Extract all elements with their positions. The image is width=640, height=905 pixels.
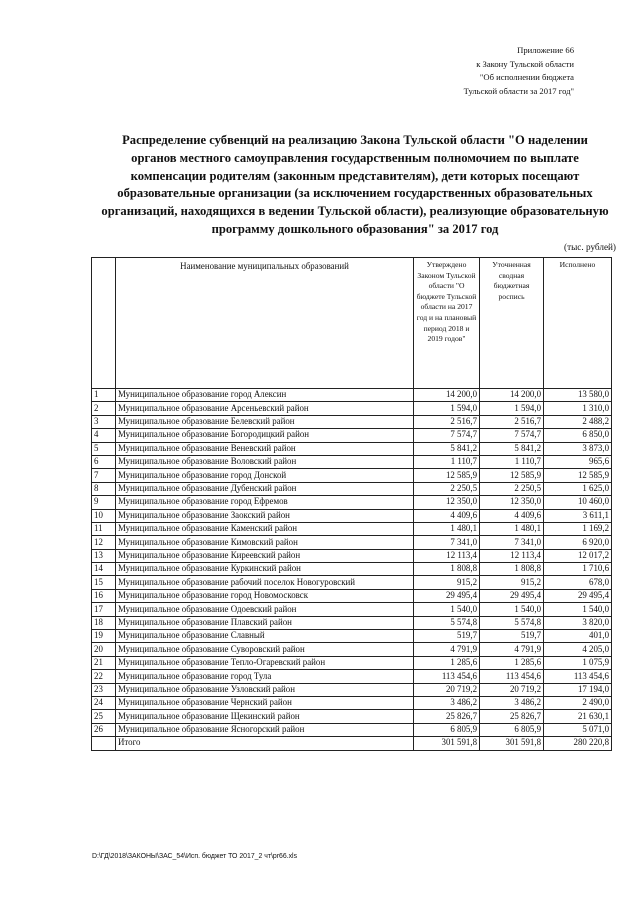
row-approved: 20 719,2 [414,683,480,696]
row-name: Муниципальное образование Белевский район [116,415,414,428]
row-refined: 1 285,6 [480,656,544,669]
row-name: Муниципальное образование Веневский район [116,442,414,455]
row-number: 19 [92,630,116,643]
document-title: Распределение субвенций на реализацию Закона Тульской области "О наделении органов местного самоуправления государственным полномочием по выплате компенсации родителям (законным представителям), дети которых посещают образовательные организации (за исключением государственных образовательных организаций, находящихся в ведении Тульской области), реализующие образовательную программу дошкольного образования" за 2017 год [101,133,609,236]
row-name: Муниципальное образование Кимовский район [116,536,414,549]
row-approved: 7 574,7 [414,429,480,442]
table-row [92,442,612,455]
row-name: Муниципальное образование Чернский район [116,696,414,709]
row-refined: 915,2 [480,576,544,589]
row-executed: 10 460,0 [544,496,612,509]
row-name: Муниципальное образование Киреевский район [116,549,414,562]
units-label: (тыс. рублей) [564,242,616,252]
table-row [92,630,612,643]
total-number [92,737,116,750]
header-executed: Исполнено [544,258,612,389]
table-row [92,576,612,589]
total-refined: 301 591,8 [480,737,544,750]
row-refined: 4 791,9 [480,643,544,656]
row-number: 6 [92,455,116,468]
row-name: Муниципальное образование город Ефремов [116,496,414,509]
appendix-line: Приложение 66 [517,45,574,55]
table-row [92,415,612,428]
row-name: Муниципальное образование Щекинский район [116,710,414,723]
total-row [92,737,612,750]
table-header-row [92,258,612,389]
row-refined: 1 594,0 [480,402,544,415]
row-approved: 2 250,5 [414,482,480,495]
row-refined: 1 480,1 [480,522,544,535]
row-refined: 7 341,0 [480,536,544,549]
row-refined: 3 486,2 [480,696,544,709]
row-number: 11 [92,522,116,535]
row-refined: 25 826,7 [480,710,544,723]
table-row [92,469,612,482]
row-number: 23 [92,683,116,696]
row-number: 3 [92,415,116,428]
row-name: Муниципальное образование Тепло-Огаревский район [116,656,414,669]
row-number: 2 [92,402,116,415]
row-name: Муниципальное образование рабочий поселок Новогуровский [116,576,414,589]
table-row [92,482,612,495]
row-name: Муниципальное образование город Новомосковск [116,589,414,602]
row-name: Муниципальное образование Одоевский район [116,603,414,616]
row-approved: 2 516,7 [414,415,480,428]
row-approved: 519,7 [414,630,480,643]
row-refined: 12 585,9 [480,469,544,482]
row-refined: 113 454,6 [480,670,544,683]
row-name: Муниципальное образование Заокский район [116,509,414,522]
file-path-footer: D:\ГД\2018\ЗАКОНЫ\ЗАС_54\Исп. бюджет ТО 2017_2 чт\pr66.xls [92,853,298,860]
table-row [92,522,612,535]
row-refined: 1 540,0 [480,603,544,616]
table-row [92,429,612,442]
row-executed: 5 071,0 [544,723,612,736]
row-number: 16 [92,589,116,602]
row-number: 13 [92,549,116,562]
row-executed: 21 630,1 [544,710,612,723]
row-executed: 12 585,9 [544,469,612,482]
row-approved: 25 826,7 [414,710,480,723]
table-row [92,549,612,562]
row-approved: 1 480,1 [414,522,480,535]
row-name: Муниципальное образование Узловский район [116,683,414,696]
row-number: 24 [92,696,116,709]
row-executed: 3 873,0 [544,442,612,455]
header-approved: Утверждено Законом Тульской области "О бюджете Тульской области на 2017 год и на плановый период 2018 и 2019 годов" [414,258,480,389]
row-refined: 7 574,7 [480,429,544,442]
row-number: 15 [92,576,116,589]
row-number: 20 [92,643,116,656]
row-approved: 12 585,9 [414,469,480,482]
row-refined: 4 409,6 [480,509,544,522]
row-refined: 519,7 [480,630,544,643]
total-label: Итого [116,737,414,750]
row-number: 12 [92,536,116,549]
table-row [92,656,612,669]
row-approved: 3 486,2 [414,696,480,709]
row-executed: 2 490,0 [544,696,612,709]
table-row [92,509,612,522]
row-executed: 1 075,9 [544,656,612,669]
row-executed: 401,0 [544,630,612,643]
total-executed: 280 220,8 [544,737,612,750]
row-name: Муниципальное образование город Тула [116,670,414,683]
row-refined: 1 110,7 [480,455,544,468]
row-refined: 5 574,8 [480,616,544,629]
row-approved: 14 200,0 [414,389,480,402]
row-name: Муниципальное образование Куркинский район [116,563,414,576]
row-number: 9 [92,496,116,509]
row-number: 17 [92,603,116,616]
row-name: Муниципальное образование Арсеньевский район [116,402,414,415]
row-name: Муниципальное образование Каменский район [116,522,414,535]
row-executed: 1 310,0 [544,402,612,415]
row-number: 22 [92,670,116,683]
row-approved: 7 341,0 [414,536,480,549]
table-row [92,643,612,656]
row-name: Муниципальное образование Плавский район [116,616,414,629]
table-row [92,389,612,402]
row-approved: 12 113,4 [414,549,480,562]
row-refined: 1 808,8 [480,563,544,576]
row-executed: 3 611,1 [544,509,612,522]
table-row [92,710,612,723]
row-approved: 1 594,0 [414,402,480,415]
header-number [92,258,116,389]
row-approved: 6 805,9 [414,723,480,736]
row-executed: 965,6 [544,455,612,468]
row-refined: 5 841,2 [480,442,544,455]
row-number: 21 [92,656,116,669]
row-approved: 1 285,6 [414,656,480,669]
row-number: 8 [92,482,116,495]
header-refined: Уточненная сводная бюджетная роспись [480,258,544,389]
table-row [92,616,612,629]
row-refined: 14 200,0 [480,389,544,402]
header-name: Наименование муниципальных образований [116,258,414,389]
row-name: Муниципальное образование Воловский район [116,455,414,468]
row-refined: 2 516,7 [480,415,544,428]
row-approved: 1 540,0 [414,603,480,616]
table-row [92,683,612,696]
row-refined: 2 250,5 [480,482,544,495]
appendix-note [354,44,574,98]
row-approved: 4 409,6 [414,509,480,522]
row-executed: 1 625,0 [544,482,612,495]
row-approved: 29 495,4 [414,589,480,602]
row-refined: 12 113,4 [480,549,544,562]
row-number: 18 [92,616,116,629]
row-name: Муниципальное образование Богородицкий район [116,429,414,442]
row-number: 7 [92,469,116,482]
row-approved: 12 350,0 [414,496,480,509]
table-row [92,723,612,736]
appendix-line: Тульской области за 2017 год" [463,85,574,96]
table-row [92,536,612,549]
row-executed: 1 710,6 [544,563,612,576]
appendix-line: к Закону Тульской области [476,58,574,69]
table-row [92,563,612,576]
subvention-table [91,257,612,751]
row-approved: 5 841,2 [414,442,480,455]
row-approved: 915,2 [414,576,480,589]
row-executed: 6 920,0 [544,536,612,549]
row-name: Муниципальное образование Ясногорский район [116,723,414,736]
row-name: Муниципальное образование Суворовский район [116,643,414,656]
row-approved: 5 574,8 [414,616,480,629]
table-row [92,670,612,683]
row-executed: 1 169,2 [544,522,612,535]
row-number: 4 [92,429,116,442]
row-refined: 29 495,4 [480,589,544,602]
row-number: 25 [92,710,116,723]
row-executed: 6 850,0 [544,429,612,442]
appendix-line: "Об исполнении бюджета [479,72,574,82]
table-row [92,603,612,616]
row-refined: 6 805,9 [480,723,544,736]
row-executed: 113 454,6 [544,670,612,683]
row-executed: 12 017,2 [544,549,612,562]
row-name: Муниципальное образование город Алексин [116,389,414,402]
row-executed: 17 194,0 [544,683,612,696]
row-executed: 2 488,2 [544,415,612,428]
row-number: 14 [92,563,116,576]
row-refined: 12 350,0 [480,496,544,509]
row-refined: 20 719,2 [480,683,544,696]
row-executed: 678,0 [544,576,612,589]
row-name: Муниципальное образование город Донской [116,469,414,482]
table-row [92,455,612,468]
row-approved: 4 791,9 [414,643,480,656]
table-row [92,696,612,709]
row-approved: 113 454,6 [414,670,480,683]
row-number: 1 [92,389,116,402]
row-name: Муниципальное образование Славный [116,630,414,643]
row-executed: 4 205,0 [544,643,612,656]
row-executed: 29 495,4 [544,589,612,602]
row-approved: 1 110,7 [414,455,480,468]
table-row [92,402,612,415]
row-approved: 1 808,8 [414,563,480,576]
row-number: 10 [92,509,116,522]
row-name: Муниципальное образование Дубенский район [116,482,414,495]
row-number: 5 [92,442,116,455]
table-row [92,589,612,602]
row-executed: 3 820,0 [544,616,612,629]
row-executed: 13 580,0 [544,389,612,402]
total-approved: 301 591,8 [414,737,480,750]
row-executed: 1 540,0 [544,603,612,616]
table-row [92,496,612,509]
row-number: 26 [92,723,116,736]
